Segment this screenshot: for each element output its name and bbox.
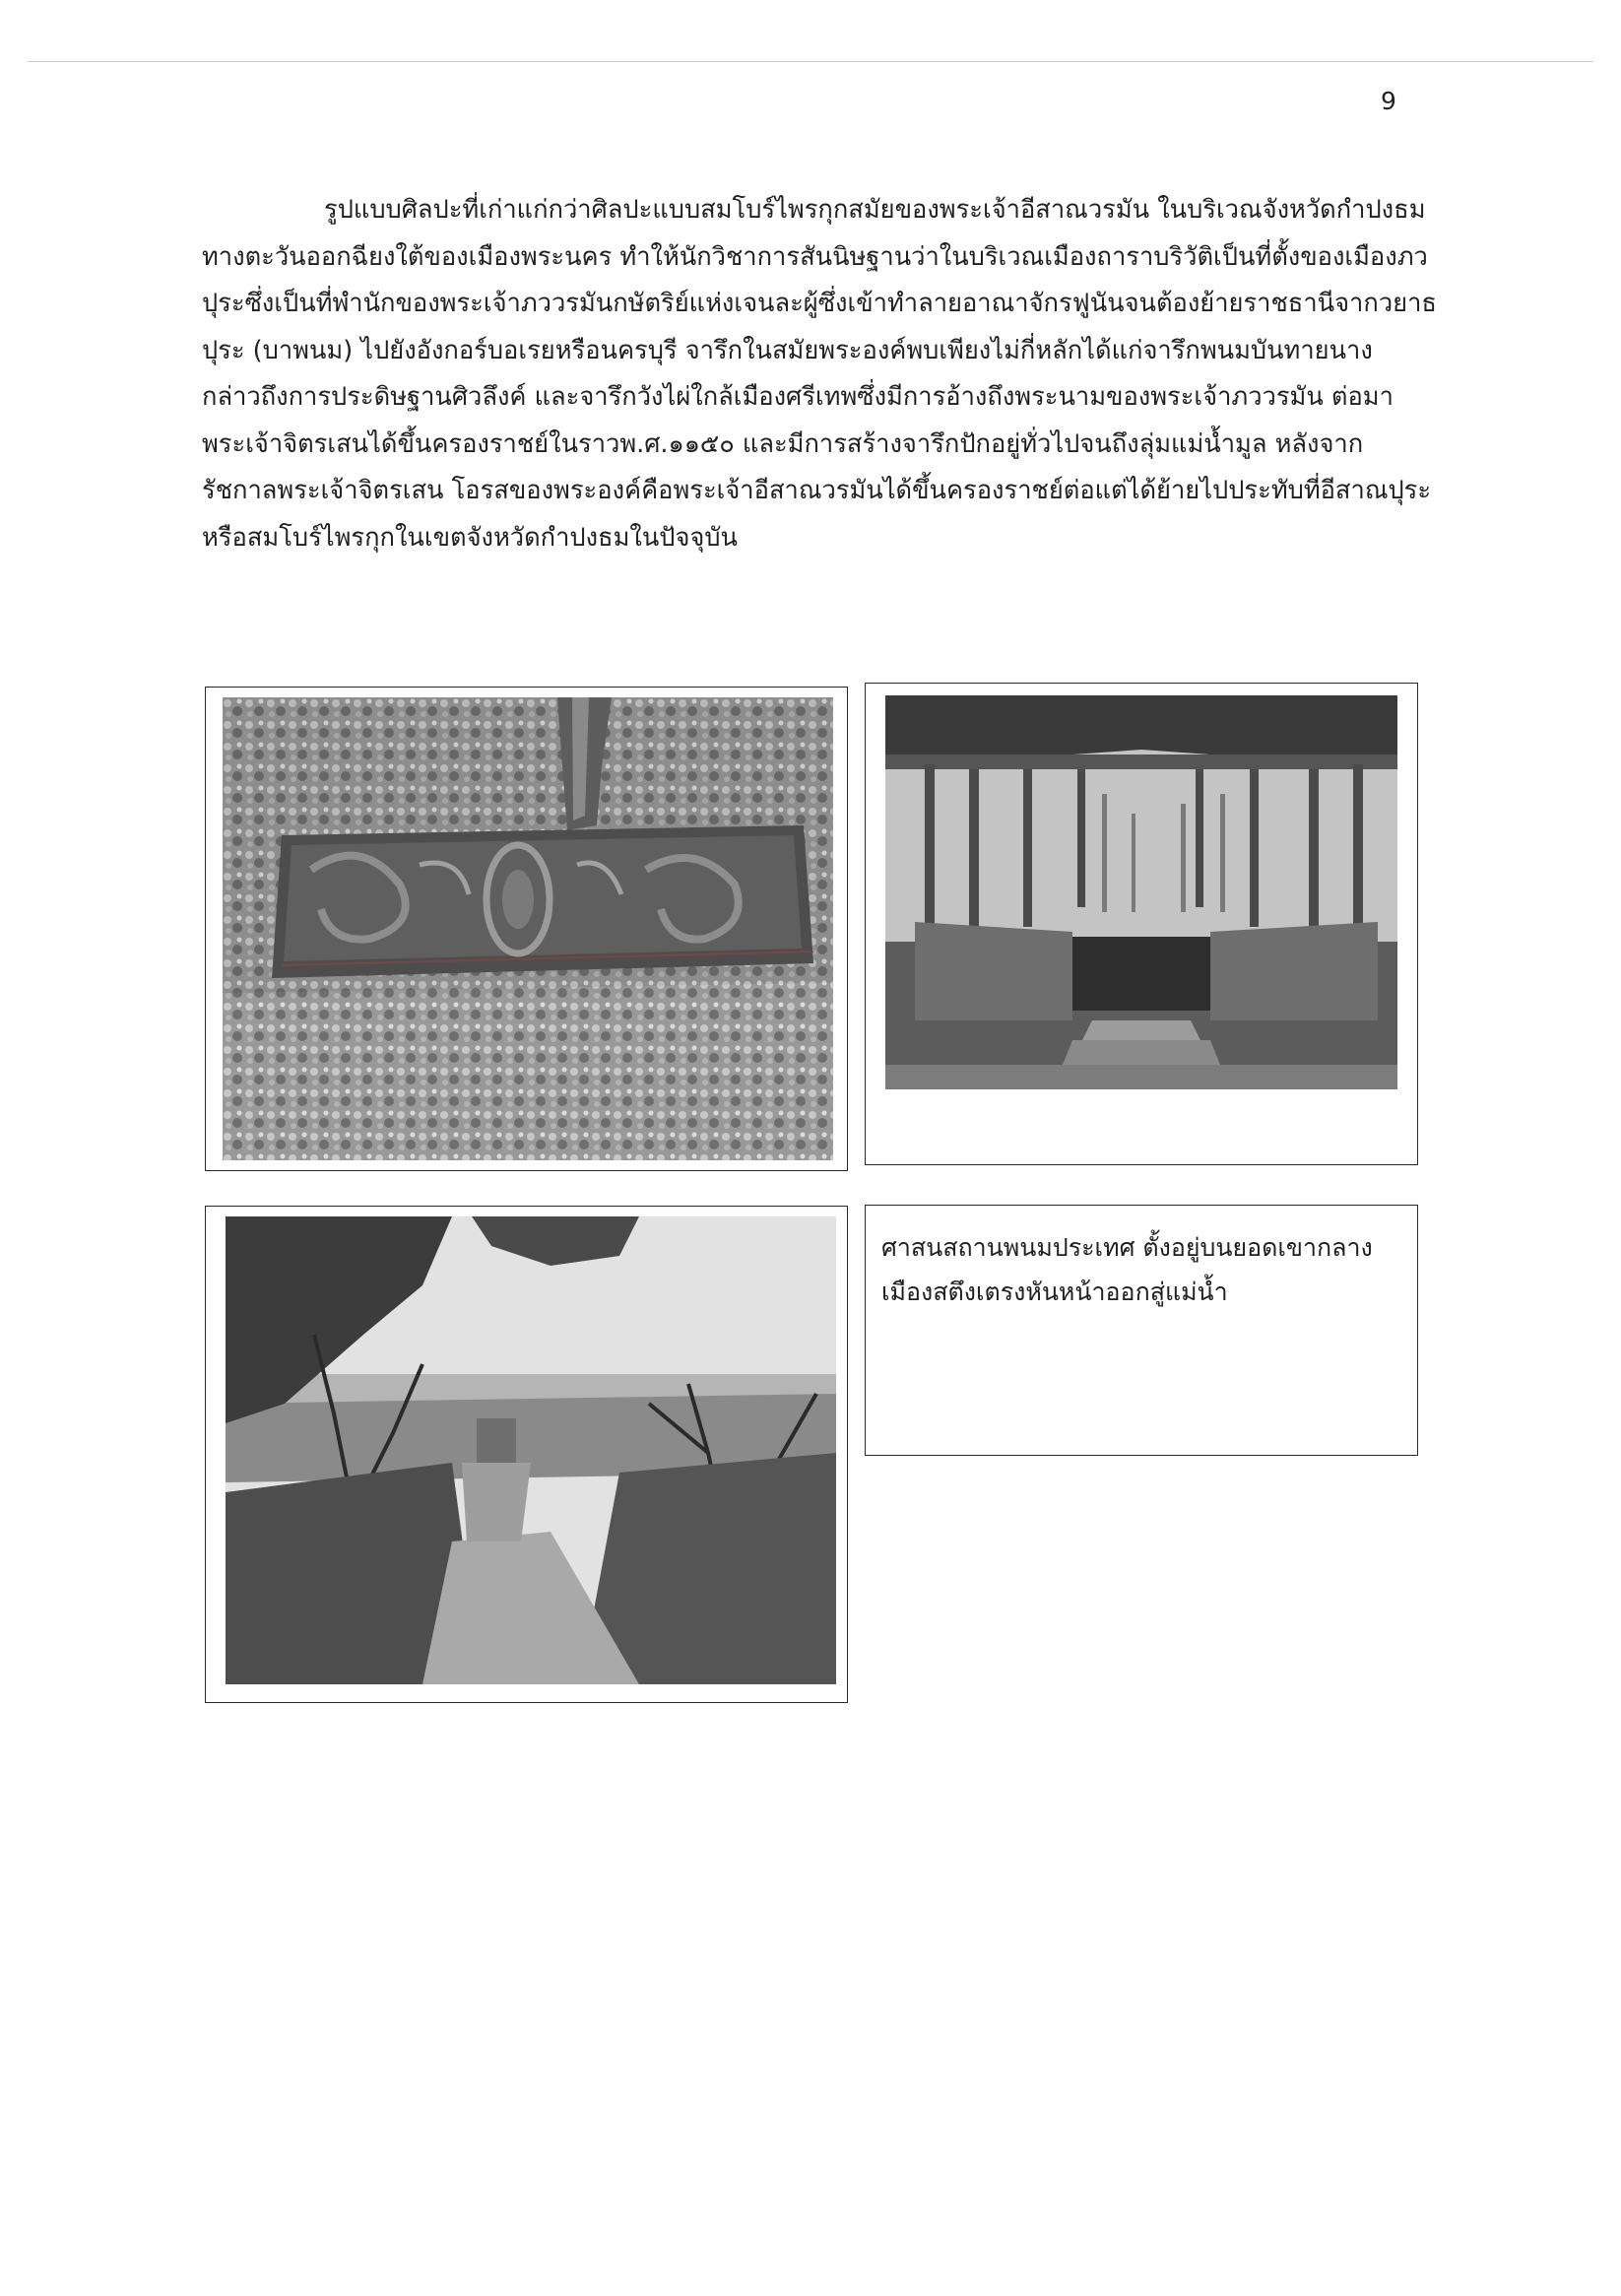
carved-lintel-photo bbox=[223, 697, 833, 1160]
paragraph-line: ปุระ (บาพนม) ไปยังอังกอร์บอเรยหรือนครบุรี จารึกในสมัยพระองค์พบเพียงไม่กี่หลักได้แก่จารึกพนมบันทายนาง bbox=[202, 335, 1373, 365]
top-rule bbox=[28, 61, 1593, 62]
caption-line: ศาสนสถานพนมประเทศ ตั้งอยู่บนยอดเขากลาง bbox=[881, 1233, 1373, 1262]
paragraph-line: กล่าวถึงการประดิษฐานศิวลึงค์ และจารึกวังไผ่ใกล้เมืองศรีเทพซึ่งมีการอ้างถึงพระนามของพระเจ้าภววรมัน ต่อมา bbox=[202, 382, 1394, 412]
paragraph-line: รูปแบบศิลปะที่เก่าแก่กว่าศิลปะแบบสมโบร์ไพรกุกสมัยของพระเจ้าอีสาณวรมัน ในบริเวณจังหวัดกำปงธม bbox=[324, 195, 1426, 225]
open-pavilion-photo bbox=[885, 695, 1397, 1089]
caption-box bbox=[865, 1205, 1418, 1456]
paragraph-line: ทางตะวันออกฉียงใต้ของเมืองพระนคร ทำให้นักวิชาการสันนิษฐานว่าในบริเวณเมืองถาราบริวัติเป็นที่ตั้งของเมืองภว bbox=[202, 241, 1428, 272]
carved-lintel-photo-frame bbox=[205, 687, 848, 1171]
caption-text bbox=[881, 1225, 1403, 1314]
paragraph-line: หรือสมโบร์ไพรกุกในเขตจังหวัดกำปงธมในปัจจุบัน bbox=[202, 522, 738, 553]
hillside-road-photo-frame bbox=[205, 1206, 848, 1703]
paragraph-line: ปุระซึ่งเป็นที่พำนักของพระเจ้าภววรมันกษัตริย์แห่งเจนละผู้ซึ่งเข้าทำลายอาณาจักรฟูนันจนต้องย้ายราชธานีจากวยาธ bbox=[202, 289, 1437, 318]
paragraph-line: รัชกาลพระเจ้าจิตรเสน โอรสของพระองค์คือพระเจ้าอีสาณวรมันได้ขึ้นครองราชย์ต่อแต่ได้ย้ายไปประทับที่อีสาณปุระ bbox=[202, 476, 1432, 505]
page-number: 9 bbox=[1381, 87, 1396, 115]
caption-line: เมืองสตึงเตรงหันหน้าออกสู่แม่น้ำ bbox=[881, 1278, 1228, 1306]
paragraph-line: พระเจ้าจิตรเสนได้ขึ้นครองราชย์ในราวพ.ศ.๑๑๕๐ และมีการสร้างจารึกปักอยู่ทั่วไปจนถึงลุ่มแม่น้ำมูล หลังจาก bbox=[202, 428, 1364, 459]
open-pavilion-photo-frame bbox=[865, 683, 1418, 1165]
body-paragraph bbox=[202, 187, 1437, 561]
hillside-road-photo bbox=[226, 1216, 836, 1684]
